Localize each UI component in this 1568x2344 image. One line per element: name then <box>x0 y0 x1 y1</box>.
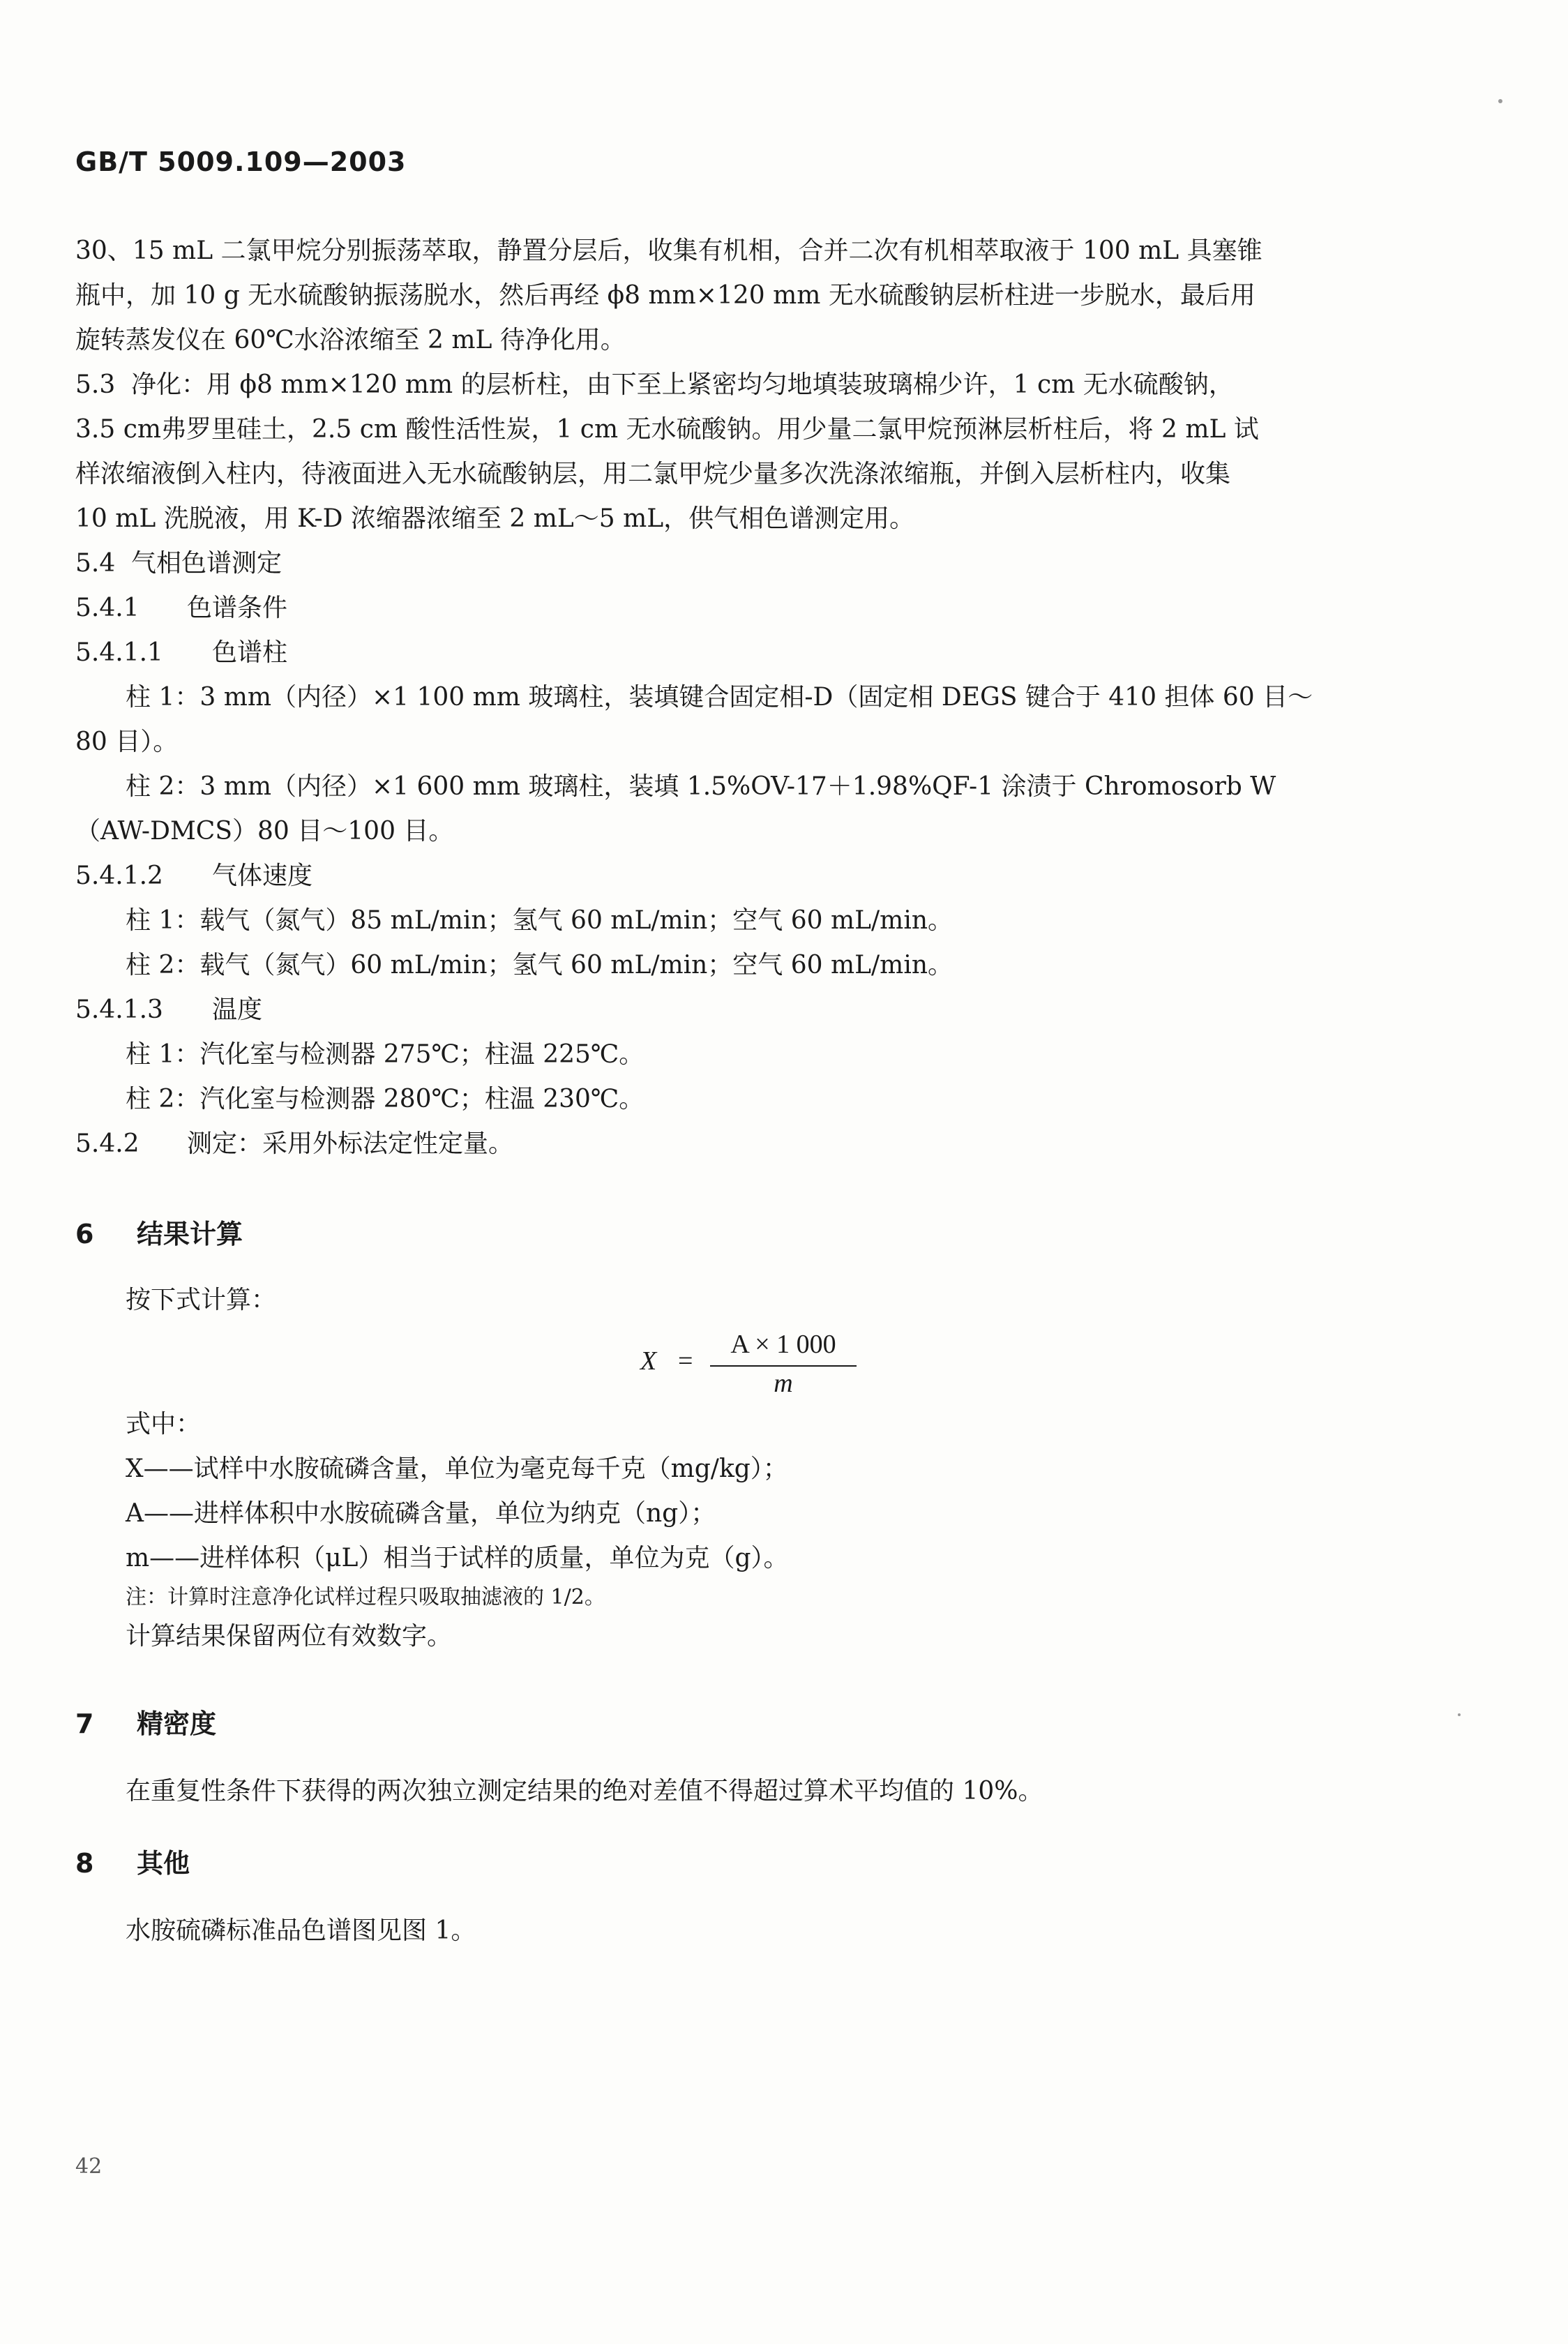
text-line: 柱 1：3 mm（内径）×1 100 mm 玻璃柱，装填键合固定相-D（固定相 DEGS 键合于 410 担体 60 目～ <box>126 683 1313 712</box>
fraction-bar <box>710 1365 857 1367</box>
section-6-heading <box>75 1212 243 1251</box>
section-number: 5.4.1.3 <box>75 996 163 1024</box>
text-line: 测定：采用外标法定性定量。 <box>187 1129 514 1158</box>
text-line: 3.5 cm弗罗里硅土，2.5 cm 酸性活性炭，1 cm 无水硫酸钠。用少量二氯甲烷预淋层析柱后，将 2 mL 试 <box>75 415 1259 444</box>
scan-speck <box>1498 99 1502 103</box>
continuation-paragraph <box>75 229 1439 363</box>
text-line: 10 mL 洗脱液，用 K-D 浓缩器浓缩至 2 mL～5 mL，供气相色谱测定用。 <box>75 504 915 533</box>
formula-equals: = <box>678 1346 693 1376</box>
text-line: 水胺硫磷标准品色谱图见图 1。 <box>126 1916 476 1945</box>
section-7-body <box>75 1769 1439 1814</box>
section-7-heading <box>75 1702 216 1741</box>
variable-definition: X——试样中水胺硫磷含量，单位为毫克每千克（mg/kg）； <box>126 1455 788 1483</box>
text-line: 30、15 mL 二氯甲烷分别振荡萃取，静置分层后，收集有机相，合并二次有机相萃取液于 100 mL 具塞锥 <box>75 236 1262 265</box>
page-number: 42 <box>75 2154 103 2179</box>
section-number: 8 <box>75 1848 94 1879</box>
section-title: 温度 <box>212 996 263 1024</box>
section-number: 6 <box>75 1219 94 1249</box>
variable-definition: m——进样体积（μL）相当于试样的质量，单位为克（g）。 <box>126 1544 789 1572</box>
text-line: （AW-DMCS）80 目～100 目。 <box>75 817 454 846</box>
section-5-4 <box>75 541 1439 1166</box>
variable-definition: A——进样体积中水胺硫磷含量，单位为纳克（ng）； <box>126 1499 716 1528</box>
text-line: 旋转蒸发仪在 60℃水浴浓缩至 2 mL 待净化用。 <box>75 326 626 354</box>
section-number: 5.4 <box>75 549 116 578</box>
section-6-intro <box>75 1278 1439 1323</box>
text-line: 式中： <box>126 1410 202 1438</box>
section-6-body <box>75 1402 1439 1659</box>
section-8-heading <box>75 1842 190 1880</box>
note: 注：计算时注意净化试样过程只吸取抽滤液的 1/2。 <box>126 1585 605 1609</box>
text-line: 柱 2：载气（氮气）60 mL/min；氢气 60 mL/min；空气 60 mL/min。 <box>126 951 953 979</box>
text-line: 柱 2：3 mm（内径）×1 600 mm 玻璃柱，装填 1.5%OV-17＋1.98%QF-1 涂渍于 Chromosorb W <box>126 772 1276 801</box>
text-line: 净化：用 ϕ8 mm×120 mm 的层析柱，由下至上紧密均匀地填装玻璃棉少许，1 cm 无水硫酸钠， <box>131 370 1234 399</box>
section-title: 结果计算 <box>137 1219 243 1249</box>
text-line: 柱 1：汽化室与检测器 275℃；柱温 225℃。 <box>126 1040 644 1069</box>
text-line: 瓶中，加 10 g 无水硫酸钠振荡脱水，然后再经 ϕ8 mm×120 mm 无水硫酸钠层析柱进一步脱水，最后用 <box>75 281 1256 310</box>
section-number: 5.4.1.1 <box>75 638 163 667</box>
section-number: 7 <box>75 1708 94 1739</box>
section-8-body <box>75 1909 1439 1953</box>
section-title: 精密度 <box>137 1708 217 1739</box>
text-line: 柱 2：汽化室与检测器 280℃；柱温 230℃。 <box>126 1085 644 1113</box>
text-line: 样浓缩液倒入柱内，待液面进入无水硫酸钠层，用二氯甲烷少量多次洗涤浓缩瓶，并倒入层析柱内，收集 <box>75 460 1231 488</box>
section-number: 5.4.1 <box>75 594 140 622</box>
section-title: 色谱柱 <box>212 638 288 667</box>
scan-speck <box>1458 1713 1461 1716</box>
section-title: 气体速度 <box>212 862 313 890</box>
text-line: 按下式计算： <box>126 1286 277 1314</box>
section-number: 5.4.2 <box>75 1129 140 1158</box>
section-title: 色谱条件 <box>187 594 288 622</box>
formula-lhs: X <box>640 1346 657 1376</box>
text-line: 80 目）。 <box>75 728 179 756</box>
section-5-3 <box>75 363 1439 541</box>
section-title: 气相色谱测定 <box>131 549 282 578</box>
text-line: 在重复性条件下获得的两次独立测定结果的绝对差值不得超过算术平均值的 10%。 <box>126 1777 1043 1805</box>
text-line: 柱 1：载气（氮气）85 mL/min；氢气 60 mL/min；空气 60 mL/min。 <box>126 906 953 935</box>
section-number: 5.3 <box>75 370 116 399</box>
formula-denominator: m <box>774 1369 793 1398</box>
section-number: 5.4.1.2 <box>75 862 163 890</box>
standard-code: GB/T 5009.109—2003 <box>75 146 407 177</box>
formula-numerator: A × 1 000 <box>730 1330 836 1359</box>
text-line: 计算结果保留两位有效数字。 <box>126 1622 453 1651</box>
result-formula <box>640 1329 864 1406</box>
section-title: 其他 <box>137 1848 190 1879</box>
